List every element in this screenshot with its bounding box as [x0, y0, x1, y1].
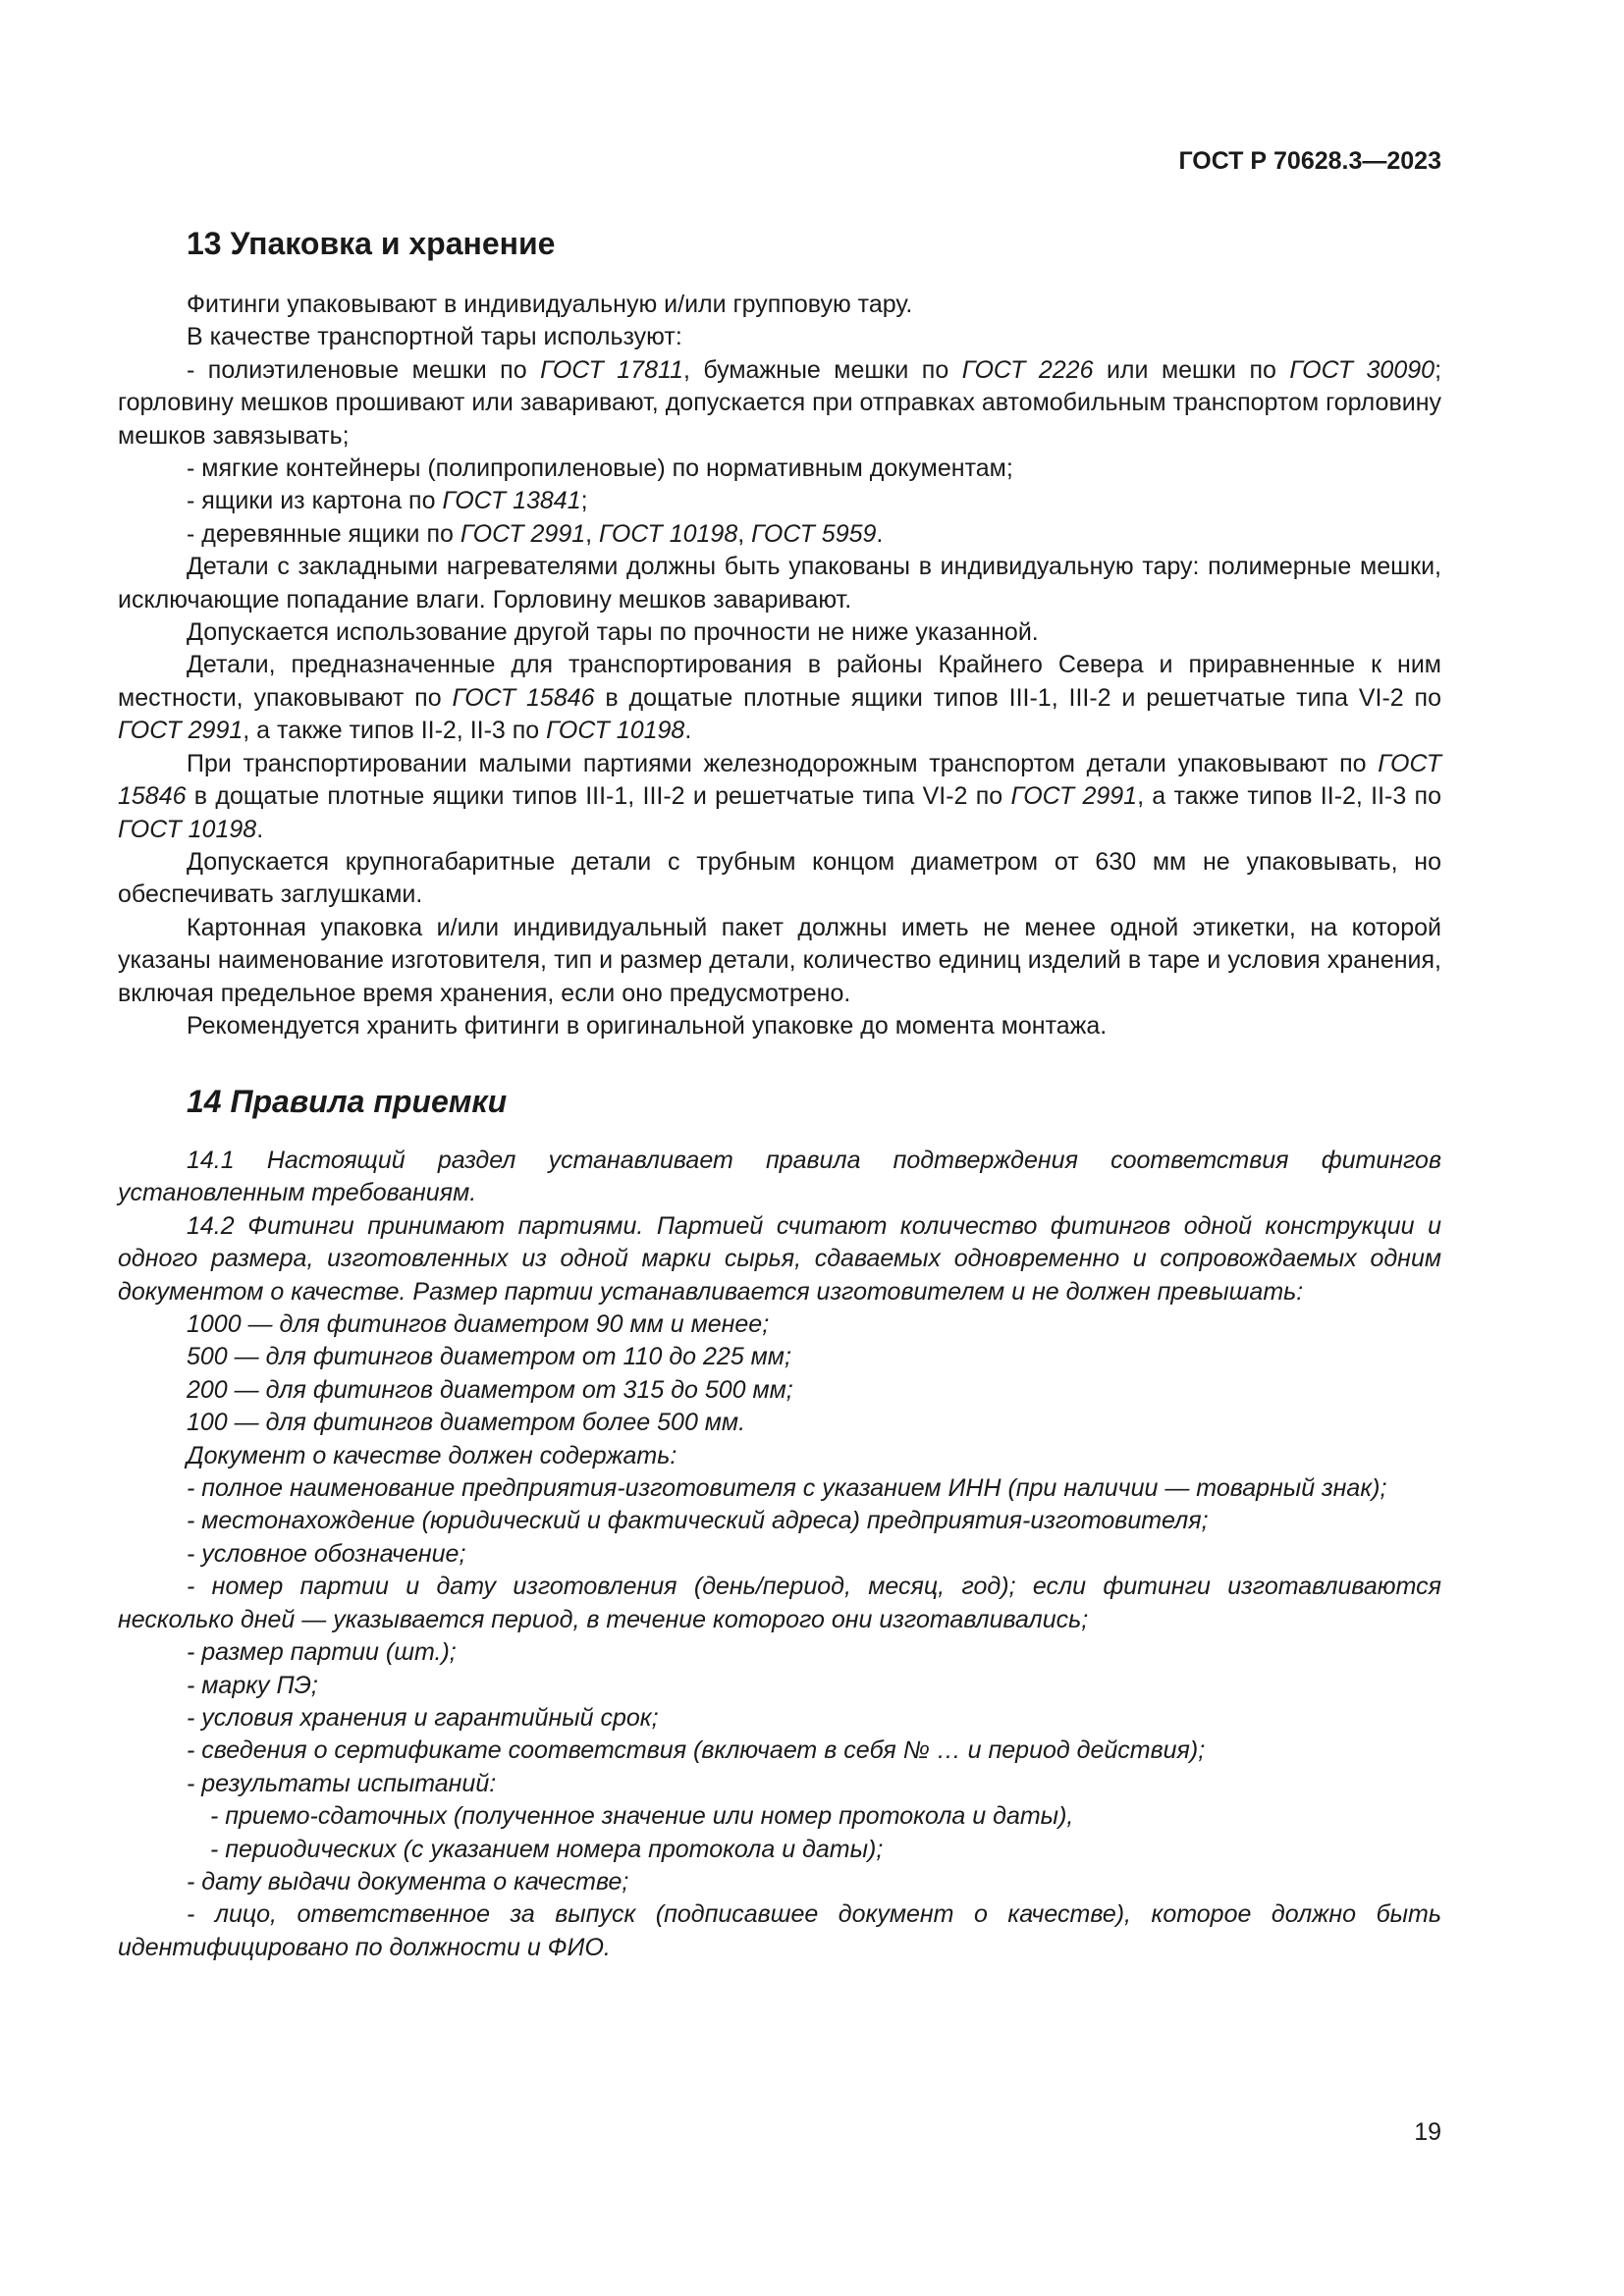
- section-13-title: 13 Упаковка и хранение: [187, 226, 556, 261]
- list-item: - результаты испытаний:: [187, 1769, 497, 1797]
- gost-reference: ГОСТ 15846: [452, 683, 595, 712]
- list-item: - ящики из картона по ГОСТ 13841;: [187, 487, 588, 515]
- list-item: 1000 — для фитингов диаметром 90 мм и менее;: [187, 1310, 770, 1339]
- list-item: - условия хранения и гарантийный срок;: [187, 1703, 659, 1732]
- gost-reference: ГОСТ 10198: [546, 717, 685, 745]
- paragraph: Допускается использование другой тары по прочности не ниже указанной.: [187, 618, 1039, 647]
- gost-reference: ГОСТ 30090: [1289, 355, 1435, 384]
- gost-reference: ГОСТ 10198: [118, 815, 257, 843]
- paragraph: 14.1 Настоящий раздел устанавливает правила подтверждения соответствия фитингов установленным требованиям.: [118, 1147, 1441, 1207]
- list-item: - условное обозначение;: [187, 1539, 466, 1568]
- section-14-body: [118, 1145, 1441, 1964]
- paragraph: 14.2 Фитинги принимают партиями. Партией считают количество фитингов одной конструкции и одного размера, изготовленных из одной марки сырья, сдаваемых одновременно и сопровождаемых одним документом о качестве. Размер партии устанавливается изготовителем и не должен превышать:: [118, 1211, 1441, 1306]
- list-item: - размер партии (шт.);: [187, 1638, 457, 1667]
- paragraph: Фитинги упаковывают в индивидуальную и/или групповую тару.: [187, 291, 913, 318]
- gost-reference: ГОСТ 17811: [540, 355, 683, 384]
- list-item: 100 — для фитингов диаметром более 500 мм.: [187, 1409, 746, 1437]
- paragraph: Детали, предназначенные для транспортирования в районы Крайнего Севера и приравненные к ним местности, упаковывают по ГОСТ 15846 в дощатые плотные ящики типов III-1, III-2 и решетчатые типа VI-2 по ГОСТ 2991, а также типов II-2, II-3 по ГОСТ 10198.: [118, 651, 1441, 745]
- standard-code: ГОСТ Р 70628.3—2023: [1178, 147, 1441, 175]
- paragraph: Картонная упаковка и/или индивидуальный пакет должны иметь не менее одной этикетки, на которой указаны наименование изготовителя, тип и размер детали, количество единиц изделий в таре и условия хранения, включая предельное время хранения, если оно предусмотрено.: [118, 913, 1441, 1007]
- gost-reference: ГОСТ 13841: [442, 487, 581, 515]
- sub-list-item: - приемо-сдаточных (полученное значение или номер протокола и даты),: [210, 1802, 1074, 1831]
- section-14-title: 14 Правила приемки: [187, 1084, 508, 1119]
- gost-reference: ГОСТ 5959: [751, 519, 877, 548]
- paragraph: Детали с закладными нагревателями должны быть упакованы в индивидуальную тару: полимерные мешки, исключающие попадание влаги. Горловину мешков заваривают.: [118, 553, 1441, 614]
- gost-reference: ГОСТ 2991: [1010, 782, 1138, 811]
- list-item: - сведения о сертификате соответствия (включает в себя № … и период действия);: [187, 1736, 1206, 1765]
- gost-reference: ГОСТ 2226: [961, 355, 1094, 384]
- list-item: - лицо, ответственное за выпуск (подписавшее документ о качестве), которое должно быть идентифицировано по должности и ФИО.: [118, 1900, 1441, 1961]
- paragraph: При транспортировании малыми партиями железнодорожным транспортом детали упаковывают по ГОСТ 15846 в дощатые плотные ящики типов III-1, III-2 и решетчатые типа VI-2 по ГОСТ 2991, а также типов II-2, II-3 по ГОСТ 10198.: [118, 749, 1441, 843]
- gost-reference: ГОСТ 2991: [118, 717, 244, 745]
- list-item: - полное наименование предприятия-изготовителя с указанием ИНН (при наличии — товарный знак);: [187, 1474, 1387, 1503]
- paragraph: В качестве транспортной тары используют:: [187, 323, 682, 351]
- paragraph: Документ о качестве должен содержать:: [187, 1441, 677, 1469]
- list-item: - марку ПЭ;: [187, 1671, 318, 1699]
- list-item: - местонахождение (юридический и фактический адреса) предприятия-изготовителя;: [187, 1507, 1209, 1535]
- list-item: 200 — для фитингов диаметром от 315 до 500 мм;: [187, 1375, 793, 1404]
- list-item: 500 — для фитингов диаметром от 110 до 225 мм;: [187, 1343, 791, 1371]
- gost-reference: ГОСТ 15846: [118, 749, 1441, 811]
- paragraph: Рекомендуется хранить фитинги в оригинальной упаковке до момента монтажа.: [187, 1011, 1108, 1040]
- page-number: 19: [1414, 2118, 1441, 2146]
- list-item: - деревянные ящики по ГОСТ 2991, ГОСТ 10198, ГОСТ 5959.: [187, 519, 884, 548]
- gost-reference: ГОСТ 10198: [599, 519, 738, 548]
- list-item: - мягкие контейнеры (полипропиленовые) по нормативным документам;: [187, 454, 1013, 483]
- sub-list-item: - периодических (с указанием номера протокола и даты);: [210, 1835, 884, 1863]
- list-item: - дату выдачи документа о качестве;: [187, 1867, 629, 1896]
- paragraph: Допускается крупногабаритные детали с трубным концом диаметром от 630 мм не упаковывать, но обеспечивать заглушками.: [118, 847, 1441, 909]
- list-item: - номер партии и дату изготовления (день/период, месяц, год); если фитинги изготавливаются несколько дней — указывается период, в течение которого они изготавливались;: [118, 1573, 1441, 1633]
- section-13-body: [118, 289, 1441, 1042]
- list-item: - полиэтиленовые мешки по ГОСТ 17811, бумажные мешки по ГОСТ 2226 или мешки по ГОСТ 30090; горловину мешков прошивают или заваривают, допускается при отправках автомобильным транспортом горловину мешков завязывать;: [118, 355, 1442, 450]
- gost-reference: ГОСТ 2991: [460, 519, 586, 548]
